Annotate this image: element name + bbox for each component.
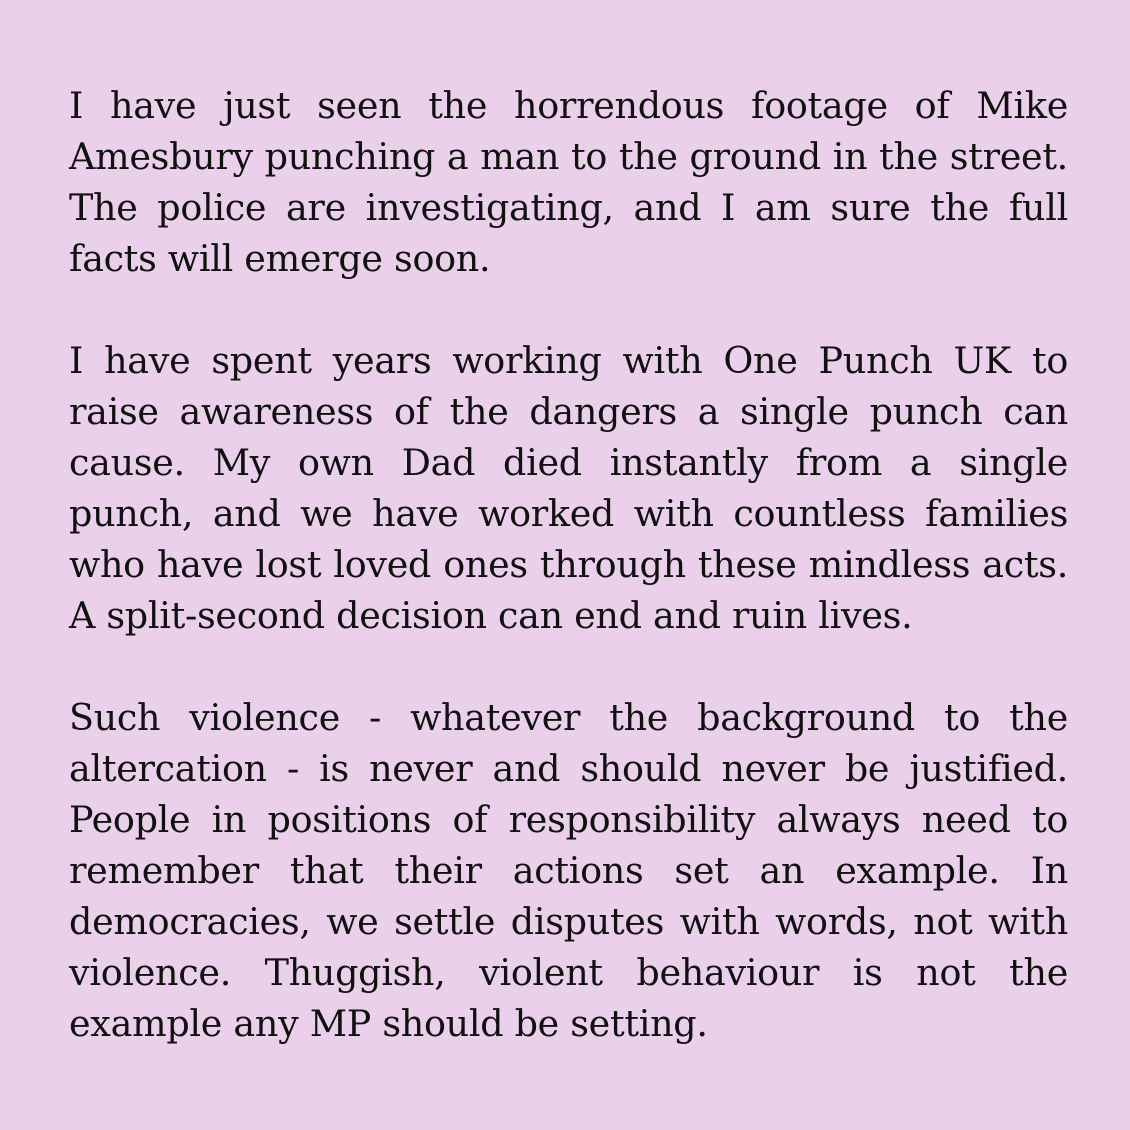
statement-body [69,80,1068,1049]
paragraph-3: Such violence - whatever the background to the altercation - is never and should never be justified. People in positions of responsibility always need to remember that their actions set an example. In democracies, we settle disputes with words, not with violence. Thuggish, violent behaviour is not the example any MP should be setting. [69,696,1068,1045]
paragraph-1: I have just seen the horrendous footage of Mike Amesbury punching a man to the ground in the street. The police are investigating, and I am sure the full facts will emerge soon. [69,84,1068,280]
paragraph-2: I have spent years working with One Punch UK to raise awareness of the dangers a single punch can cause. My own Dad died instantly from a single punch, and we have worked with countless families who have lost loved ones through these mindless acts. A split-second decision can end and ruin lives. [69,339,1068,637]
